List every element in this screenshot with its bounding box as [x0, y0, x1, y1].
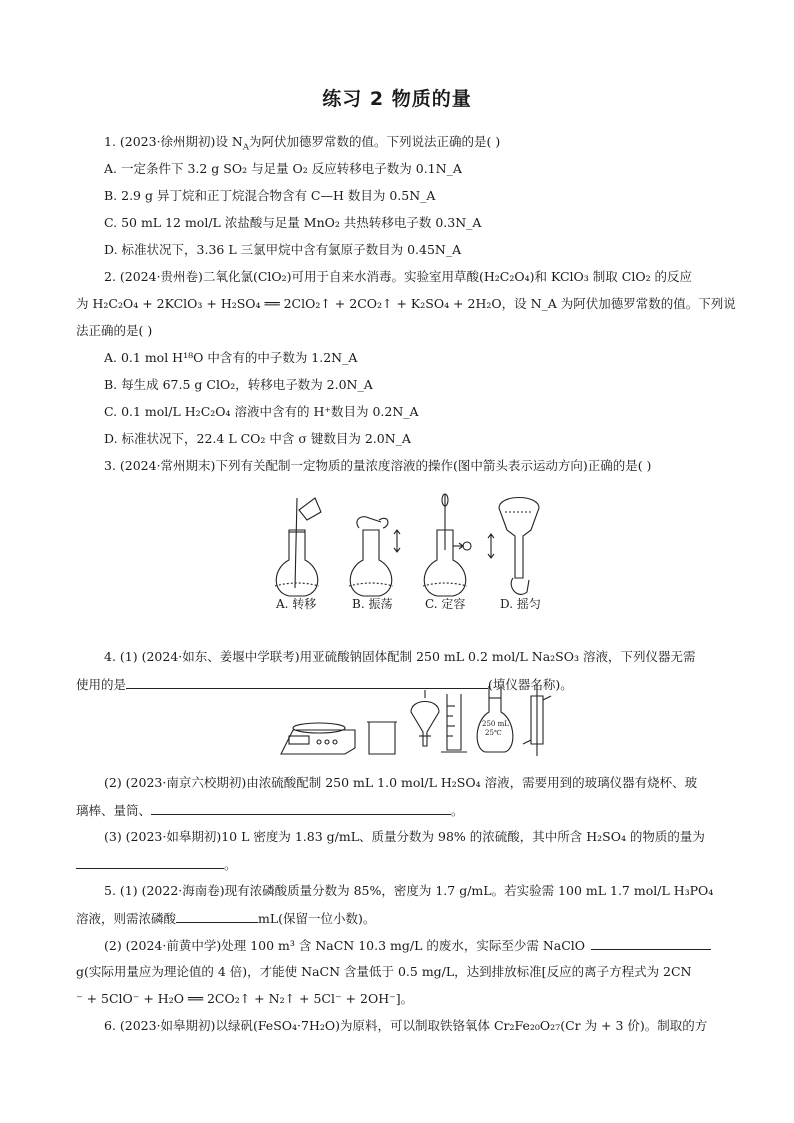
q2-option-b: B. 每生成 67.5 g ClO₂，转移电子数为 2.0N_A [104, 377, 373, 392]
q5-part1-line2: 溶液，则需浓磷酸 mL(保留一位小数)。 [76, 911, 376, 926]
flask-invert-icon [488, 498, 539, 595]
q4-instruments-figure [275, 682, 565, 758]
q4-part2-line1: (2) (2023·南京六校期初)由浓硫酸配制 250 mL 1.0 mol/L H₂SO₄ 溶液，需要用到的玻璃仪器有烧杯、玻 [104, 775, 698, 790]
q3-caption-d: D. 摇匀 [500, 597, 541, 611]
q1-option-a: A. 一定条件下 3.2 g SO₂ 与足量 O₂ 反应转移电子数为 0.1N_A [104, 161, 462, 176]
page-title: 练习 2 物质的量 [322, 88, 472, 110]
flask-volume-label: 250 mL [482, 720, 509, 728]
q4-part3-line1: (3) (2023·如皋期初)10 L 密度为 1.83 g/mL、质量分数为 98% 的浓硫酸，其中所含 H₂SO₄ 的物质的量为 [104, 829, 705, 844]
q3-caption-b: B. 振荡 [352, 597, 393, 611]
q2-stem-line3: 法正确的是( ) [76, 323, 153, 338]
condenser-icon [523, 684, 551, 756]
q6-stem-line1: 6. (2023·如皋期初)以绿矾(FeSO₄·7H₂O)为原料，可以制取铁铬氧体 Cr₂Fe₂₀O₂₇(Cr 为 + 3 价)。制取的方 [104, 1018, 708, 1033]
q4-part2-answer-blank[interactable] [151, 802, 451, 815]
graduated-cylinder-icon [441, 694, 467, 752]
flask-transfer-icon [275, 498, 321, 596]
q2-option-d: D. 标准状况下，22.4 L CO₂ 中含 σ 键数目为 2.0N_A [104, 431, 411, 446]
separatory-funnel-icon [411, 690, 439, 746]
q5-part2-answer-blank[interactable] [591, 937, 711, 950]
q5-part2-line1: (2) (2024·前黄中学)处理 100 m³ 含 NaCN 10.3 mg/L 的废水，实际至少需 NaClO [104, 937, 711, 954]
q3-caption-a: A. 转移 [276, 597, 317, 611]
q5-part1-answer-blank[interactable] [176, 910, 258, 923]
q1-stem: 1. (2023·徐州期初)设 $N_A$为阿伏加德罗常数的值。下列说法正确的是( ) [104, 134, 501, 153]
q4-part3-answer-blank[interactable] [76, 856, 224, 869]
q5-part2-line2: g(实际用量应为理论值的 4 倍)，才能使 NaCN 含量低于 0.5 mg/L，达到排放标准[反应的离子方程式为 2CN [76, 964, 692, 979]
beaker-icon [367, 722, 397, 754]
flask-fixvolume-icon [423, 494, 471, 596]
q4-part2-line2: 璃棒、量筒、 。 [76, 803, 464, 818]
q4-part1-line1: 4. (1) (2024·如东、姜堰中学联考)用亚硫酸钠固体配制 250 mL 0.2 mol/L Na₂SO₃ 溶液，下列仪器无需 [104, 649, 696, 664]
volumetric-flask-icon [477, 686, 513, 752]
q1-option-d: D. 标准状况下，3.36 L 三氯甲烷中含有氯原子数目为 0.45N_A [104, 242, 462, 257]
electronic-balance-icon [281, 723, 355, 754]
q5-part2-line3: ⁻ + 5ClO⁻ + H₂O ══ 2CO₂↑ + N₂↑ + 5Cl⁻ + 2OH⁻]。 [76, 991, 414, 1006]
q1-option-c: C. 50 mL 12 mol/L 浓盐酸与足量 MnO₂ 共热转移电子数 0.3N_A [104, 215, 482, 230]
flask-temp-label: 25℃ [485, 729, 502, 737]
q3-caption-c: C. 定容 [425, 597, 466, 611]
flask-shake-icon [349, 517, 400, 596]
q1-option-b: B. 2.9 g 异丁烷和正丁烷混合物含有 C—H 数目为 0.5N_A [104, 188, 436, 203]
q3-operations-figure [265, 490, 555, 610]
q4-part1-line2: 使用的是 (填仪器名称)。 [76, 677, 573, 692]
q2-option-a: A. 0.1 mol H¹⁸O 中含有的中子数为 1.2N_A [104, 350, 358, 365]
q3-stem: 3. (2024·常州期末)下列有关配制一定物质的量浓度溶液的操作(图中箭头表示运动方向)正确的是( ) [104, 458, 652, 473]
q5-part1-line1: 5. (1) (2022·海南卷)现有浓磷酸质量分数为 85%，密度为 1.7 g/mL。若实验需 100 mL 1.7 mol/L H₃PO₄ [104, 883, 714, 898]
q4-part3-line2: 。 [76, 856, 237, 873]
q2-stem-line1: 2. (2024·贵州卷)二氧化氯(ClO₂)可用于自来水消毒。实验室用草酸(H₂C₂O₄)和 KClO₃ 制取 ClO₂ 的反应 [104, 269, 693, 284]
q2-option-c: C. 0.1 mol/L H₂C₂O₄ 溶液中含有的 H⁺数目为 0.2N_A [104, 404, 419, 419]
q2-stem-line2: 为 H₂C₂O₄ + 2KClO₃ + H₂SO₄ ══ 2ClO₂↑ + 2CO₂↑ + K₂SO₄ + 2H₂O，设 N_A 为阿伏加德罗常数的值。下列说 [76, 296, 736, 311]
